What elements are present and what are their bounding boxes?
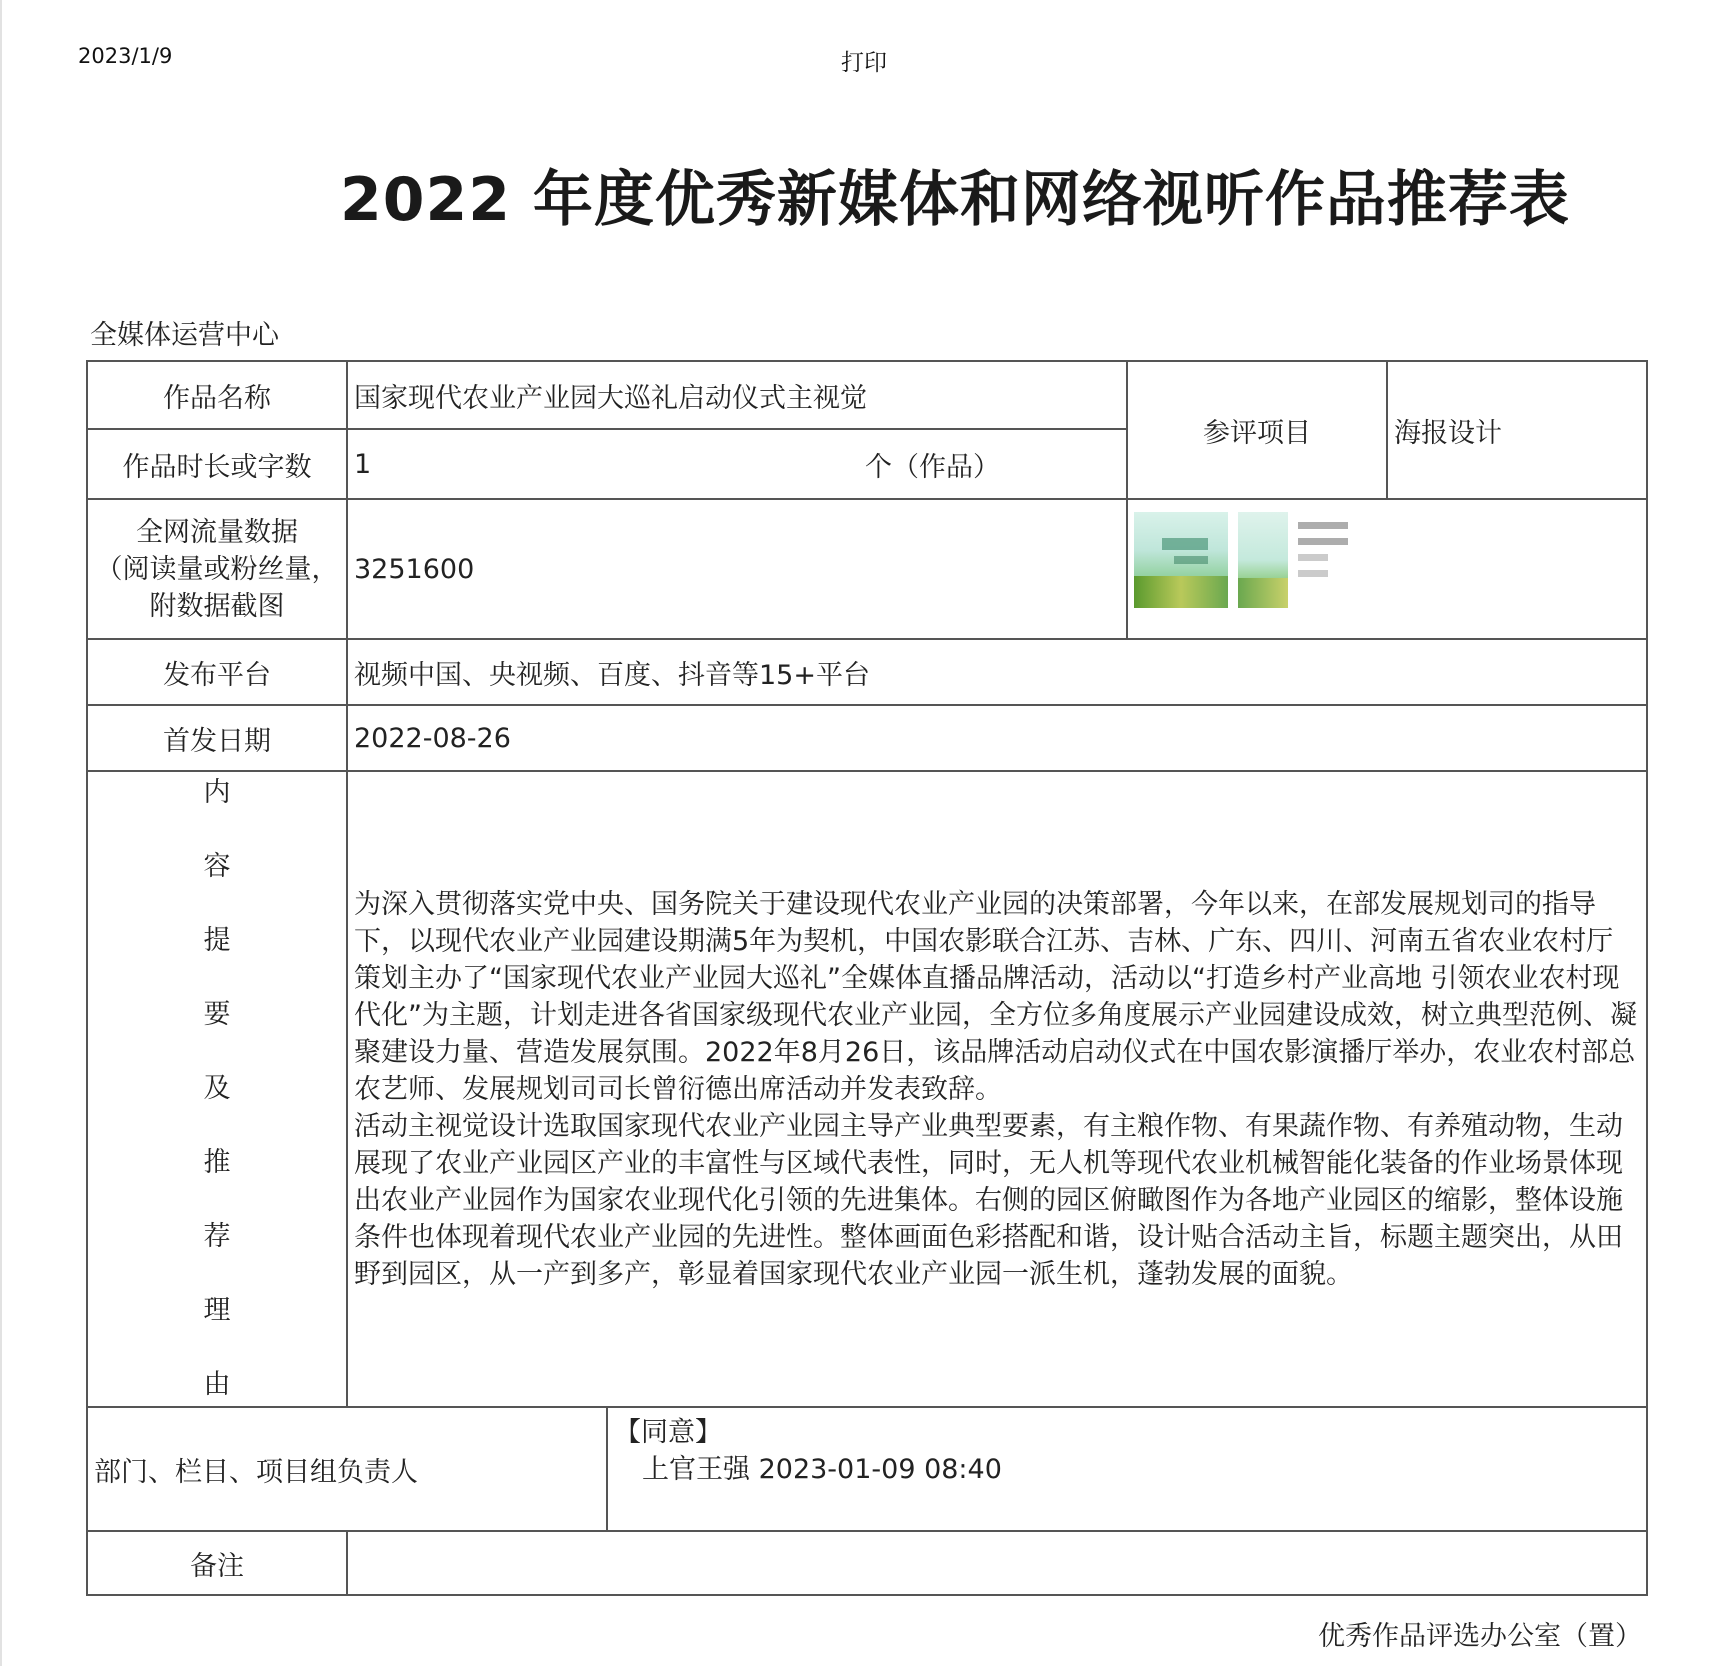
form-row-traffic (87, 499, 1647, 639)
category-label: 参评项目 (1127, 361, 1387, 499)
category-value: 海报设计 (1387, 361, 1647, 499)
traffic-value: 3251600 (347, 499, 1127, 639)
print-header: 打印 (841, 50, 887, 76)
screenshot-caption-lines (1298, 512, 1348, 586)
reason-text (347, 771, 1647, 1407)
form-row-name (87, 361, 1647, 429)
remarks-value (347, 1531, 1647, 1595)
reason-label (87, 771, 347, 1407)
length-label: 作品时长或字数 (87, 429, 347, 499)
length-cell (347, 429, 1127, 499)
remarks-label: 备注 (87, 1531, 347, 1595)
reason-paragraph-2: 活动主视觉设计选取国家现代农业产业园主导产业典型要素，有主粮作物、有果蔬作物、有养殖动物，生动展现了农业产业园区产业的丰富性与区域代表性，同时，无人机等现代农业机械智能化装备的作业场景体现出农业产业园作为国家农业现代化引领的先进集体。右侧的园区俯瞰图作为各地产业园区的缩影，整体设施条件也体现着现代农业产业园的先进性。整体画面色彩搭配和谐，设计贴合活动主旨，标题主题突出，从田野到园区，从一产到多产，彰显着国家现代农业产业园一派生机，蓬勃发展的面貌。 (354, 1110, 1623, 1290)
page-title: 2022 年度优秀新媒体和网络视听作品推荐表 (340, 165, 1570, 235)
form-row-platform (87, 639, 1647, 705)
platform-value: 视频中国、央视频、百度、抖音等15+平台 (347, 639, 1647, 705)
data-screenshots (1134, 500, 1640, 608)
print-date: 2023/1/9 (78, 44, 173, 68)
approval-block (607, 1407, 1647, 1531)
length-unit: 个（作品） (865, 451, 1000, 483)
reason-label-char: 要 (203, 999, 231, 1030)
department-name: 全媒体运营中心 (90, 320, 279, 351)
reason-label-char: 理 (203, 1295, 231, 1326)
traffic-label-line3: 附数据截图 (149, 590, 285, 622)
reason-label-chars (94, 773, 340, 1405)
work-name-value: 国家现代农业产业园大巡礼启动仪式主视觉 (347, 361, 1127, 429)
reason-label-char: 及 (203, 1073, 231, 1104)
form-row-remarks (87, 1531, 1647, 1595)
first-release-date-label: 首发日期 (87, 705, 347, 771)
reason-label-char: 内 (203, 777, 231, 808)
screenshot-image-2 (1238, 512, 1288, 608)
form-row-approval (87, 1407, 1647, 1531)
approval-signer: 上官王强 2023-01-09 08:40 (642, 1454, 1002, 1485)
approval-status: 【同意】 (614, 1417, 722, 1448)
traffic-label-line1: 全网流量数据 (136, 516, 298, 548)
form-row-reason (87, 771, 1647, 1407)
form-row-date (87, 705, 1647, 771)
reason-label-char: 荐 (203, 1221, 231, 1252)
screenshot-image-1 (1134, 512, 1228, 608)
first-release-date-value: 2022-08-26 (347, 705, 1647, 771)
page-edge (0, 0, 2, 1666)
reason-label-char: 容 (203, 851, 231, 882)
platform-label: 发布平台 (87, 639, 347, 705)
length-value: 1 (354, 448, 372, 480)
reason-label-char: 由 (203, 1369, 231, 1400)
approver-label: 部门、栏目、项目组负责人 (87, 1407, 607, 1531)
recommendation-form (86, 360, 1648, 1596)
reason-paragraph-1: 为深入贯彻落实党中央、国务院关于建设现代农业产业园的决策部署，今年以来，在部发展规划司的指导下，以现代农业产业园建设期满5年为契机，中国农影联合江苏、吉林、广东、四川、河南五省农业农村厅策划主办了“国家现代农业产业园大巡礼”全媒体直播品牌活动，活动以“打造乡村产业高地 引领农业农村现代化”为主题，计划走进各省国家级现代农业产业园，全方位多角度展示产业园建设成效，树立典型范例、凝聚建设力量、营造发展氛围。2022年8月26日，该品牌活动启动仪式在中国农影演播厅举办，农业农村部总农艺师、发展规划司司长曾衍德出席活动并发表致辞。 (354, 888, 1637, 1105)
reason-label-char: 提 (203, 925, 231, 956)
work-name-label: 作品名称 (87, 361, 347, 429)
traffic-label (87, 499, 347, 639)
traffic-label-line2: （阅读量或粉丝量， (95, 553, 339, 585)
reason-label-char: 推 (203, 1147, 231, 1178)
screenshot-cell (1127, 499, 1647, 639)
footer-office: 优秀作品评选办公室（置） (1318, 1621, 1642, 1652)
